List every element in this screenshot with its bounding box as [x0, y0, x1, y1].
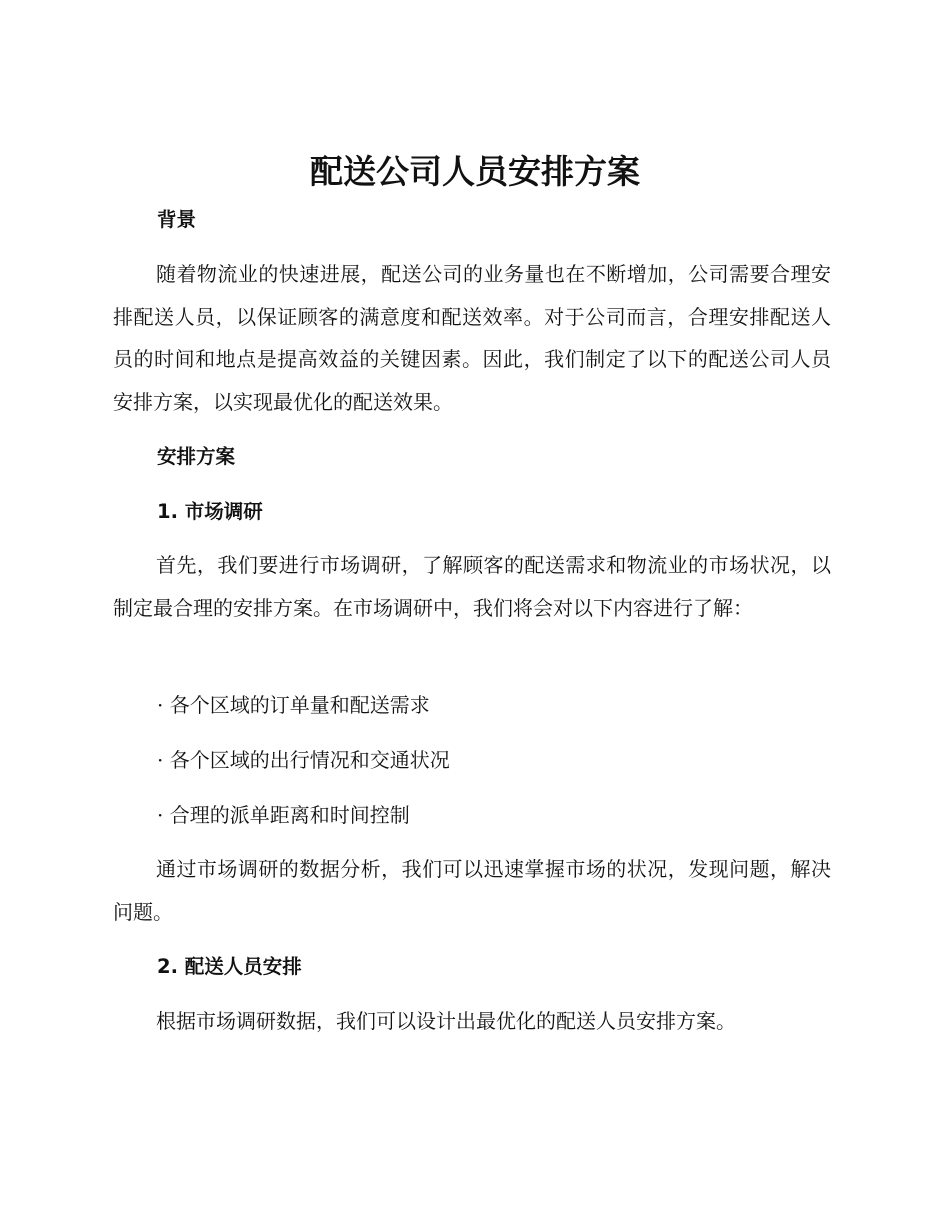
- bullet-item: · 各个区域的出行情况和交通状况: [157, 748, 450, 772]
- subsection-heading-staff-arrangement: 2. 配送人员安排: [157, 955, 302, 978]
- bullet-item: · 各个区域的订单量和配送需求: [157, 693, 430, 717]
- staff-arrangement-paragraph: 根据市场调研数据，我们可以设计出最优化的配送人员安排方案。: [156, 1009, 736, 1033]
- background-paragraph: 随着物流业的快速进展，配送公司的业务量也在不断增加，公司需要合理安排配送人员，以保证顾客的满意度和配送效率。对于公司而言，合理安排配送人员的时间和地点是提高效益的关键因素。因此，我们制定了以下的配送公司人员安排方案，以实现最优化的配送效果。: [113, 262, 831, 414]
- market-research-intro: 首先，我们要进行市场调研，了解顾客的配送需求和物流业的市场状况，以制定最合理的安排方案。在市场调研中，我们将会对以下内容进行了解：: [113, 553, 831, 620]
- document-title: 配送公司人员安排方案: [310, 152, 640, 191]
- section-heading-background: 背景: [157, 208, 197, 231]
- bullet-item: · 合理的派单距离和时间控制: [157, 803, 410, 827]
- market-research-conclusion: 通过市场调研的数据分析，我们可以迅速掌握市场的状况，发现问题，解决问题。: [113, 857, 831, 924]
- subsection-heading-market-research: 1. 市场调研: [157, 500, 263, 523]
- section-heading-plan: 安排方案: [157, 445, 236, 468]
